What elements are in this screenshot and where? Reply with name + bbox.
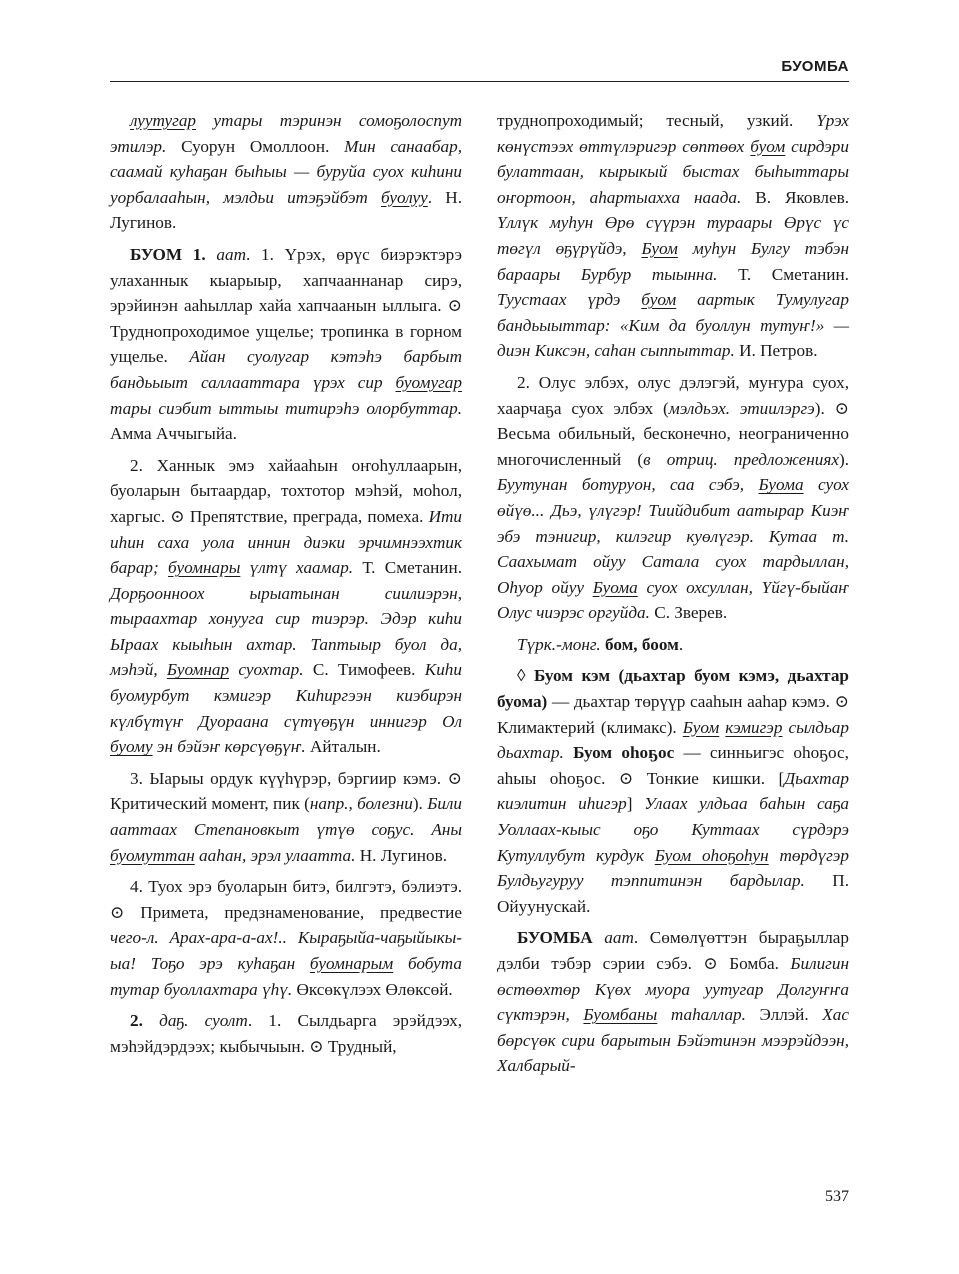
text-run: 2. Олус элбэх, олус дэлэгэй, муҥура суох, хаарчаҕа суох элбэх ( — [497, 372, 849, 418]
text-run: БУОМ 1. — [130, 244, 206, 264]
text-run: Т. Сметанин. — [362, 558, 462, 578]
text-run: В. Яковлев. — [755, 187, 850, 207]
text-run: Буом — [641, 238, 678, 258]
text-run: . — [678, 634, 684, 654]
text-run: Суорун Омоллоон. — [181, 136, 345, 156]
text-run: аат — [205, 244, 247, 264]
text-run: суохтар. — [229, 660, 313, 680]
text-run: ). — [838, 449, 850, 469]
text-run: сирдэри булаттаан, кырыкый быстах быһыттары оҥортоон, аһартыахха наада. — [497, 136, 849, 207]
text-run: напр., болезни — [309, 794, 413, 814]
text-run: муһун Булгу тэбэн бараары Бурбур тыынна. — [497, 238, 849, 284]
text-run: И. Петров. — [739, 341, 818, 361]
text-run: . Сөмөлүөттэн быраҕыллар дэлби тэбэр сэрии сэбэ. ⊙ Бомба. — [497, 928, 849, 973]
text-run: буолуу — [381, 187, 428, 207]
entry-paragraph — [110, 1008, 462, 1059]
text-run: 2. — [130, 1011, 143, 1031]
text-run: Кутаа т. Саахымат ойуу Сатала суох тардыллан, Оһуор ойуу — [497, 526, 849, 597]
text-run: аат — [592, 928, 634, 948]
entry-paragraph — [497, 925, 849, 1079]
text-run: 4. Туох эрэ буоларын битэ, билгэтэ, бэлиэтэ. ⊙ Примета, предзнаменование, предвестие — [110, 877, 462, 922]
text-run: Ити иһин саха уола иннин диэки эрчимнээхтик барар; — [110, 506, 462, 578]
text-run: Туустаах үрдэ — [497, 290, 642, 310]
text-run: кэмигэр — [725, 717, 783, 737]
entry-paragraph — [497, 108, 849, 364]
text-run: 3. Ыарыы ордук күүһүрэр, бэргиир кэмэ. ⊙ Критический момент, пик ( — [110, 768, 462, 814]
text-run: Хас бөрсүөк сири барытын Бэйэтинэн мээрэйдээн, Халбарый- — [497, 1005, 849, 1076]
text-run: Үллүк муһун Өрө сүүрэн тураары Өрүс үс төгүл өҕүрүйдэ, — [497, 213, 849, 258]
text-run: Буомбаны — [583, 1005, 658, 1025]
text-run: буом — [750, 136, 786, 156]
text-run: Дьахтар киэлитин иһигэр — [497, 768, 849, 814]
entry-paragraph — [110, 242, 462, 447]
text-run: Буутунан ботуруон, саа сэбэ, — [497, 475, 759, 495]
text-run: Дорҕоонноох ырыатынан сиилиэрэн, тыраахтар хонууга сир тиэрэр. Эдэр киһи Ыраах кыыһын ахтар. Таптыыр буол да, мэһэй, — [110, 583, 462, 680]
text-run: төрдүгэр Булдьугуруу тэппитинэн бардылар. — [497, 845, 849, 891]
entry-paragraph — [110, 766, 462, 868]
text-run: Өксөкүлээх Өлөксөй. — [296, 979, 453, 999]
running-head: БУОМБА — [781, 58, 849, 75]
text-run: утары тэринэн сомоҕолоспут этилэр. — [110, 111, 462, 156]
text-run: . Н. Лугинов. — [110, 187, 462, 233]
text-run: диэн Киксэн, саһан сыппыттар. — [497, 341, 740, 361]
text-run: луутугар — [130, 111, 197, 130]
text-run: мэлдьэх. этиилэргэ — [668, 398, 815, 418]
text-run: эн бэйэҥ көрсүөҕүҥ. — [152, 737, 311, 757]
entry-paragraph — [110, 108, 462, 236]
text-run: П. Ойуунускай. — [497, 871, 849, 916]
text-run: Түрк.-монг. — [517, 634, 605, 654]
text-run: в отриц. предложениях — [643, 449, 839, 469]
text-run: буому — [110, 737, 153, 757]
entry-paragraph — [497, 663, 849, 919]
text-run: Үрэх көнүстээх өттүлэригэр сөптөөх — [497, 111, 849, 156]
text-run: ] — [626, 794, 645, 814]
text-run: Эллэй. — [759, 1005, 823, 1025]
text-run: тары сиэбит ыттыы титирэһэ олорбуттар. — [110, 398, 462, 418]
entry-paragraph — [110, 874, 462, 1002]
text-run: Амма Аччыгыйа. — [110, 424, 237, 444]
text-run: таһаллар. — [657, 1005, 760, 1025]
text-run: Били ааттаах Степановкыт үтүө соҕус. Аны — [110, 794, 463, 840]
text-run: труднопроходимый; тесный, узкий. — [497, 111, 817, 130]
text-run: Киһи буомурбут кэмигэр Киһиргээн киэбирэн күлбүтүҥ Дуораана сүтүөҕүн иннигэр Ол — [110, 660, 462, 731]
text-run: Айан суолугар кэтэһэ барбыт бандьыыт саллааттара үрэх сир — [110, 347, 462, 392]
text-run: Буом оһоҕоһун — [654, 845, 769, 865]
entry-paragraph — [110, 453, 462, 760]
text-run: — синньигэс оһоҕос, аһыы оһоҕос. ⊙ Тонкие кишки. [ — [497, 743, 849, 788]
text-run: Билигин өстөөхтөр Күөх муора уутугар Долгуҥҥа сүктэрэн, — [497, 954, 849, 1025]
text-run: Н. Лугинов. — [359, 845, 447, 865]
text-run: С. Зверев. — [654, 603, 728, 623]
text-run: буомнарым — [309, 954, 394, 973]
text-run: Мин санаабар, саамай куһаҕан быһыы — буруйа суох киһини уорбалааһын, мэлдьи итэҕэйбэт — [110, 136, 463, 207]
entry-paragraph — [497, 370, 849, 626]
text-run: — дьахтар төрүүр сааһын ааһар кэмэ. ⊙ Климактерий (климакс). — [497, 692, 849, 737]
text-run: сылдьар дьахтар. — [497, 717, 849, 763]
header-rule — [110, 81, 849, 82]
text-run: Буома — [592, 577, 638, 597]
text-run: Буом — [682, 717, 720, 737]
page-number: 537 — [825, 1188, 849, 1205]
text-run: буомнары — [168, 558, 241, 578]
right-column — [497, 108, 849, 1085]
text-run: ). — [412, 794, 428, 814]
text-run: үлтү хаамар. — [240, 558, 363, 578]
text-run: буом — [641, 290, 677, 310]
text-run: аартык Тумулугар бандьыыттар: «Ким да буоллун тутуҥ!» — — [497, 290, 849, 335]
text-run: Айталын. — [310, 737, 381, 757]
text-run: суох охсуллан, Үйгү-быйаҥ Олус чиэрэс оргуйда. — [497, 577, 849, 623]
text-run: бобута тутар буоллахтара үһү. — [110, 954, 463, 999]
text-run: С. Тимофеев. — [312, 660, 425, 680]
text-run: Улаах улдьаа баһын саҕа Уоллаах-кыыс оҕо Куттаах сүрдэрэ Кутуллубут курдук — [497, 794, 849, 865]
text-run: . 1. Үрэх, өрүс биэрэктэрэ улаханнык кыарыыр, хапчааннанар сирэ, эрэйинэн ааһыллар хайа хапчаанын ыллыга. ⊙ Труднопроходимое ущелье; тропинка в горном ущелье. — [110, 244, 463, 367]
left-column — [110, 108, 462, 1065]
text-run: 2. Ханнык эмэ хайааһын оҥоһуллаарын, буоларын бытаардар, тохтотор мэһэй, моһол, харгыс. ⊙ Препятствие, преграда, помеха. — [110, 455, 462, 526]
text-run: буомугар — [395, 372, 462, 392]
text-run: даҕ. суолт — [142, 1011, 248, 1031]
text-run: ). ⊙ Весьма обильный, бесконечно, неограниченно многочисленный ( — [497, 398, 849, 469]
text-run: ааһан, эрэл улаатта. — [194, 845, 360, 865]
text-run: Буома — [758, 475, 804, 495]
text-run: суох өйүө... Дьэ, үлүгэр! Тиийдибит аатырар Киэҥ эбэ тэнигир, килэгир куөлүгэр. — [497, 475, 849, 546]
text-run: ◊ Буом кэм (дьахтар буом кэмэ, дьахтар буома) — [497, 666, 849, 712]
text-run: . 1. Сылдьарга эрэйдээх, мэһэйдэрдээх; кыбычыын. ⊙ Трудный, — [110, 1011, 462, 1056]
text-run: бом, боом — [604, 634, 679, 654]
text-run: буомуттан — [110, 845, 195, 865]
text-run: Буом оһоҕос — [573, 743, 675, 763]
text-run: Т. Сметанин. — [738, 264, 849, 284]
entry-paragraph — [497, 632, 849, 658]
text-run: Буомнар — [166, 660, 230, 680]
text-run: БУОМБА — [517, 928, 593, 948]
text-run: чего-л. Арах-ара-а-ах!.. Кыраҕыйа-чаҕыйыкы-ыа! Тоҕо эрэ куһаҕан — [110, 928, 462, 973]
